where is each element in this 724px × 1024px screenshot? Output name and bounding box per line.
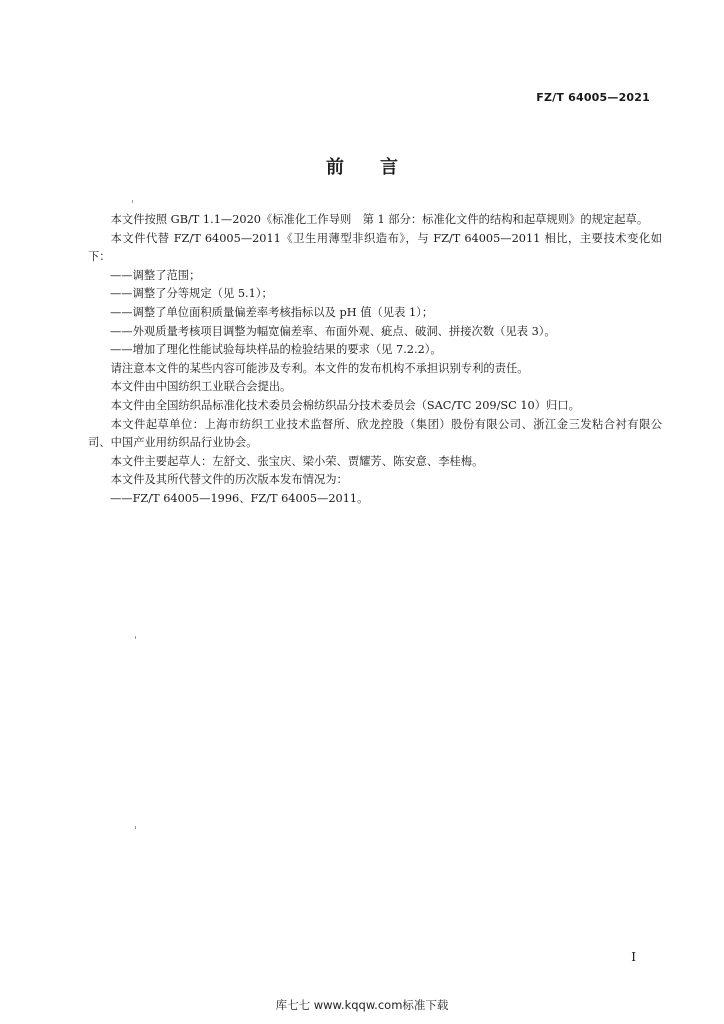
title-char-2: 言 xyxy=(380,157,398,178)
foreword-body xyxy=(88,211,662,509)
paragraph-drafting-units: 本文件起草单位：上海市纺织工业技术监督所、欣龙控股（集团）股份有限公司、浙江金三发粘合衬有限公司、中国产业用纺织品行业协会。 xyxy=(88,417,662,450)
paragraph-replaces: 本文件代替 FZ/T 64005—2011《卫生用薄型非织造布》，与 FZ/T 64005—2011 相比，主要技术变化如下： xyxy=(88,231,662,264)
change-item-mass-deviation: ——调整了单位面积质量偏差率考核指标以及 pH 值（见表 1）； xyxy=(110,305,434,319)
change-item-test-results: ——增加了理化性能试验每块样品的检验结果的要求（见 7.2.2）。 xyxy=(110,343,442,357)
paragraph-version-history: 本文件及其所代替文件的历次版本发布情况为： xyxy=(110,473,348,487)
change-item-scope: ——调整了范围； xyxy=(110,268,201,282)
footer-watermark: 库七七 www.kqqw.com标准下载 xyxy=(275,998,449,1012)
title-char-1: 前 xyxy=(326,157,344,178)
paragraph-drafting-rules: 本文件按照 GB/T 1.1—2020《标准化工作导则 第 1 部分：标准化文件的结构和起草规则》的规定起草。 xyxy=(110,213,649,226)
version-history-item: ——FZ/T 64005—1996、FZ/T 64005—2011。 xyxy=(110,491,369,505)
scan-speck xyxy=(132,200,133,203)
change-item-grading: ——调整了分等规定（见 5.1）； xyxy=(110,287,273,301)
paragraph-patent-notice: 请注意本文件的某些内容可能涉及专利。本文件的发布机构不承担识别专利的责任。 xyxy=(110,361,529,375)
paragraph-administered-by: 本文件由全国纺织品标准化技术委员会棉纺织品分技术委员会（SAC/TC 209/SC 10）归口。 xyxy=(110,398,580,412)
standard-code: FZ/T 64005—2021 xyxy=(536,91,650,104)
scan-speck xyxy=(135,826,136,829)
paragraph-proposed-by: 本文件由中国纺织工业联合会提出。 xyxy=(110,380,292,394)
paragraph-drafters: 本文件主要起草人：左舒文、张宝庆、梁小荣、贾耀芳、陈安意、李桂梅。 xyxy=(110,454,484,468)
change-item-appearance: ——外观质量考核项目调整为幅宽偏差率、布面外观、疵点、破洞、拼接次数（见表 3）。 xyxy=(110,324,556,338)
scan-speck xyxy=(135,636,136,639)
page-title xyxy=(0,153,724,179)
page-number: I xyxy=(631,950,636,964)
